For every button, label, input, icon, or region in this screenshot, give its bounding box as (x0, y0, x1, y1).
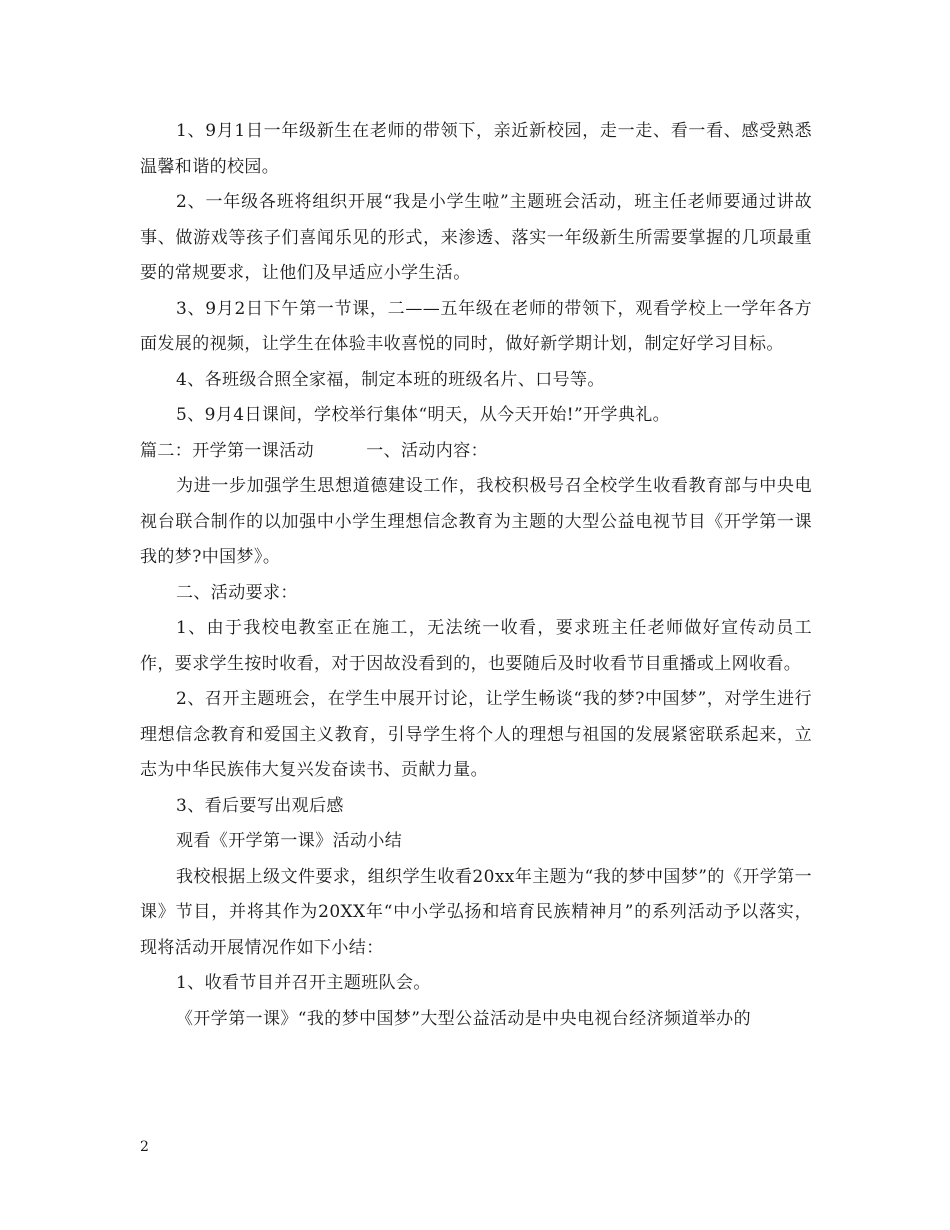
paragraph-item-2: 2、一年级各班将组织开展“我是小学生啦”主题班会活动，班主任老师要通过讲故事、做游戏等孩子们喜闻乐见的形式，来渗透、落实一年级新生所需要掌握的几项最重要的常规要求，让他们及早适应小学生活。 (140, 192, 812, 283)
paragraph-requirement-2: 2、召开主题班会，在学生中展开讨论，让学生畅谈“我的梦?中国梦”，对学生进行理想信念教育和爱国主义教育，引导学生将个人的理想与祖国的发展紧密联系起来，立志为中华民族伟大复兴发奋读书、贡献力量。 (140, 689, 812, 780)
paragraph-requirement-3: 3、看后要写出观后感 (176, 795, 344, 816)
paragraph-item-3: 3、9月2日下午第一节课，二——五年级在老师的带领下，观看学校上一学年各方面发展的视频，让学生在体验丰收喜悦的同时，做好新学期计划，制定好学习目标。 (140, 298, 812, 354)
paragraph-item-4: 4、各班级合照全家福，制定本班的班级名片、口号等。 (176, 369, 605, 390)
paragraph-summary-item-1: 1、收看节目并召开主题班队会。 (176, 973, 431, 993)
paragraph-item-5: 5、9月4日课间，学校举行集体“明天，从今天开始!”开学典礼。 (176, 405, 671, 425)
section-heading: 篇二：开学第一课活动 一、活动内容： (140, 440, 488, 461)
paragraph-summary: 我校根据上级文件要求，组织学生收看20xx年主题为“我的梦中国梦”的《开学第一课》节目，并将其作为20XX年“中小学弘扬和培育民族精神月”的系列活动予以落实，现将活动开展情况作如下小结： (140, 866, 812, 958)
paragraph-requirement-1: 1、由于我校电教室正在施工，无法统一收看，要求班主任老师做好宣传动员工作，要求学生按时收看，对于因故没看到的，也要随后及时收看节目重播或上网收看。 (140, 618, 812, 674)
subheading-requirements: 二、活动要求： (176, 582, 298, 603)
summary-title: 观看《开学第一课》活动小结 (176, 831, 403, 851)
paragraph-intro: 为进一步加强学生思想道德建设工作，我校积极号召全校学生收看教育部与中央电视台联合制作的以加强中小学生理想信念教育为主题的大型公益电视节目《开学第一课我的梦?中国梦》。 (140, 476, 812, 567)
document-body (140, 114, 812, 1037)
paragraph-summary-continued: 《开学第一课》“我的梦中国梦”大型公益活动是中央电视台经济频道举办的 (176, 1008, 751, 1029)
page-number: 2 (140, 1139, 149, 1155)
paragraph-item-1: 1、9月1日一年级新生在老师的带领下，亲近新校园，走一走、看一看、感受熟悉温馨和谐的校园。 (140, 121, 812, 177)
